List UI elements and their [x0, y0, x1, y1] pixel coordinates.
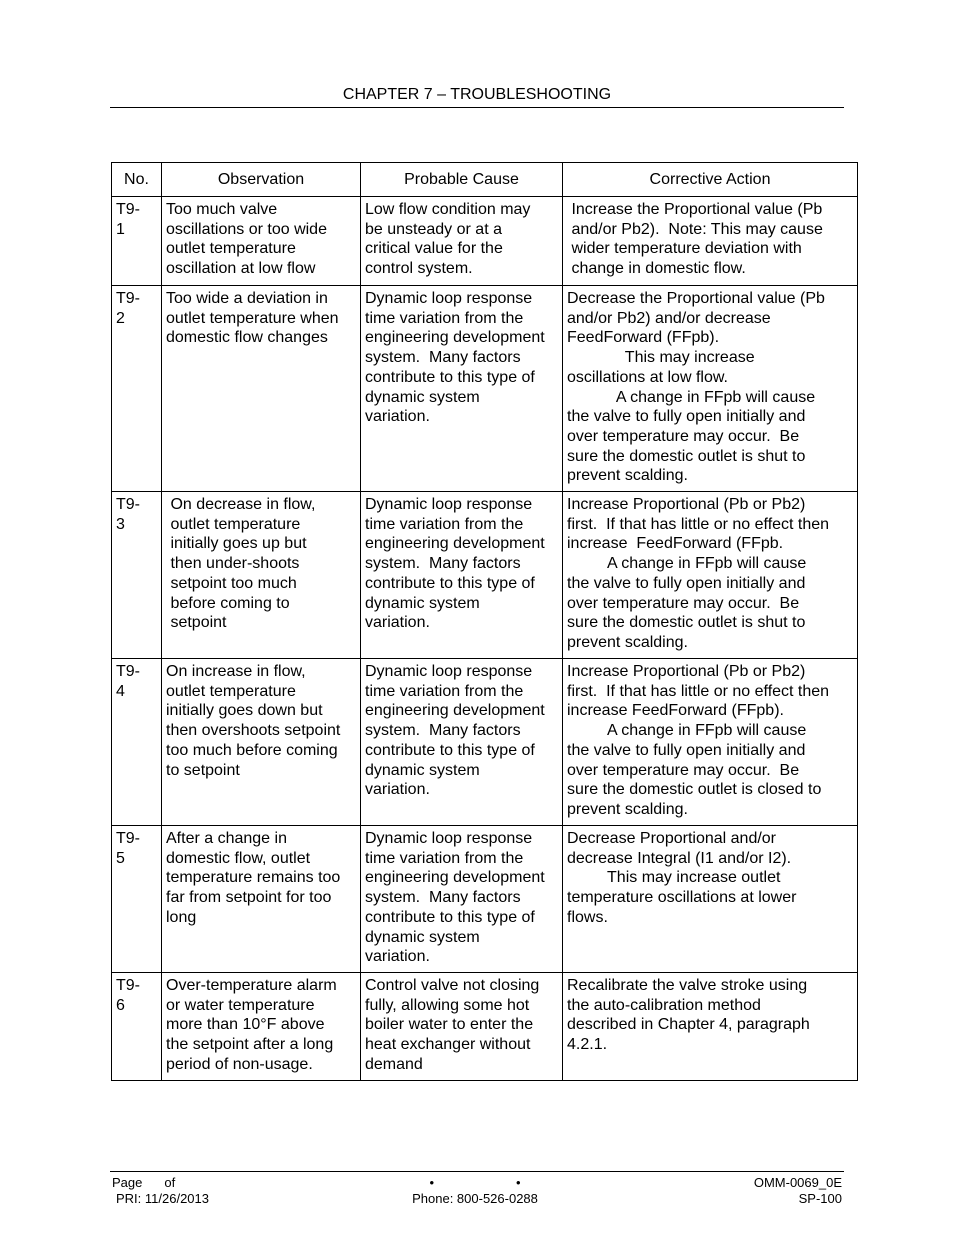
- cell-text-line: sure the domestic outlet is shut to: [567, 614, 806, 632]
- table-row: [112, 826, 858, 973]
- cell-text-line: Too much valve: [166, 201, 278, 218]
- cell-text-line: and/or Pb2). Note: This may cause: [567, 220, 823, 238]
- header-divider: [110, 107, 844, 108]
- cell-observation: [162, 197, 361, 286]
- cell-text-line: dynamic system: [365, 761, 480, 779]
- cell-text-line: flows.: [567, 908, 608, 926]
- cell-text-line: variation.: [365, 781, 430, 799]
- footer-of-label: of: [164, 1175, 176, 1190]
- cell-text-line: heat exchanger without: [365, 1036, 531, 1054]
- cell-text-line: Dynamic loop response: [365, 830, 533, 847]
- cell-text-line: initially goes up but: [166, 535, 307, 553]
- cell-text-line: initially goes down but: [166, 702, 323, 720]
- cell-text-line: long: [166, 908, 197, 926]
- cell-text-line: system. Many factors: [365, 555, 521, 573]
- cell-text-line: be unsteady or at a: [365, 220, 502, 238]
- cell-text-line: Decrease the Proportional value (Pb: [567, 290, 825, 307]
- cell-text-line: Increase Proportional (Pb or Pb2): [567, 663, 806, 680]
- cell-text-line: dynamic system: [365, 388, 480, 406]
- cell-text-line: 4: [116, 682, 125, 700]
- cell-action: [563, 659, 858, 826]
- table-body: [112, 197, 858, 1081]
- cell-text-line: 6: [116, 996, 125, 1014]
- cell-text-line: contribute to this type of: [365, 741, 535, 759]
- cell-observation: [162, 973, 361, 1081]
- cell-text-line: time variation from the: [365, 682, 524, 700]
- table-row: [112, 286, 858, 492]
- cell-text-line: A change in FFpb will cause: [567, 388, 816, 406]
- cell-text-line: increase FeedForward (FFpb).: [567, 702, 784, 720]
- cell-cause: [361, 826, 563, 973]
- cell-text-line: setpoint: [166, 614, 227, 632]
- cell-text-line: domestic flow, outlet: [166, 849, 311, 867]
- cell-text-line: This may increase: [567, 349, 755, 367]
- cell-observation: [162, 659, 361, 826]
- cell-text-line: FeedForward (FFpb).: [567, 329, 720, 347]
- cell-text-line: engineering development: [365, 535, 545, 553]
- cell-text-line: over temperature may occur. Be: [567, 594, 800, 612]
- cell-text-line: time variation from the: [365, 849, 524, 867]
- cell-text-line: decrease Integral (I1 and/or I2).: [567, 849, 792, 867]
- cell-text-line: 4.2.1.: [567, 1036, 608, 1054]
- cell-text-line: On increase in flow,: [166, 663, 306, 680]
- cell-no: [112, 973, 162, 1081]
- cell-text-line: Dynamic loop response: [365, 663, 533, 680]
- cell-text-line: T9-: [116, 201, 140, 218]
- cell-text-line: Over-temperature alarm: [166, 977, 337, 994]
- table-row: [112, 492, 858, 659]
- cell-text-line: T9-: [116, 830, 140, 847]
- cell-text-line: before coming to: [166, 594, 290, 612]
- footer-bullet: •: [516, 1175, 521, 1190]
- cell-text-line: time variation from the: [365, 309, 524, 327]
- cell-action: [563, 286, 858, 492]
- cell-text-line: prevent scalding.: [567, 800, 688, 818]
- cell-text-line: This may increase outlet: [567, 869, 781, 887]
- cell-text-line: outlet temperature: [166, 682, 296, 700]
- column-header-cause: Probable Cause: [361, 163, 563, 197]
- cell-text-line: sure the domestic outlet is shut to: [567, 447, 806, 465]
- cell-cause: [361, 286, 563, 492]
- cell-text-line: system. Many factors: [365, 889, 521, 907]
- cell-text-line: Low flow condition may: [365, 201, 531, 218]
- cell-text-line: setpoint too much: [166, 574, 297, 592]
- cell-text-line: engineering development: [365, 702, 545, 720]
- cell-observation: [162, 286, 361, 492]
- cell-text-line: oscillations or too wide: [166, 220, 327, 238]
- cell-text-line: Increase the Proportional value (Pb: [567, 201, 823, 218]
- cell-text-line: variation.: [365, 614, 430, 632]
- cell-text-line: oscillation at low flow: [166, 260, 316, 278]
- cell-action: [563, 197, 858, 286]
- cell-cause: [361, 197, 563, 286]
- cell-text-line: variation.: [365, 948, 430, 966]
- cell-text-line: domestic flow changes: [166, 329, 328, 347]
- cell-text-line: then overshoots setpoint: [166, 722, 341, 740]
- cell-no: [112, 286, 162, 492]
- cell-text-line: prevent scalding.: [567, 467, 688, 485]
- cell-text-line: Dynamic loop response: [365, 290, 533, 307]
- cell-text-line: system. Many factors: [365, 349, 521, 367]
- cell-action: [563, 973, 858, 1081]
- column-header-action: Corrective Action: [563, 163, 858, 197]
- cell-text-line: sure the domestic outlet is closed to: [567, 781, 822, 799]
- cell-text-line: prevent scalding.: [567, 633, 688, 651]
- cell-text-line: Decrease Proportional and/or: [567, 830, 777, 847]
- cell-text-line: outlet temperature when: [166, 309, 339, 327]
- footer-page-label: Page: [112, 1175, 143, 1190]
- cell-action: [563, 492, 858, 659]
- cell-text-line: change in domestic flow.: [567, 260, 746, 278]
- cell-text-line: 2: [116, 309, 125, 327]
- table-row: [112, 659, 858, 826]
- cell-no: [112, 659, 162, 826]
- cell-text-line: T9-: [116, 663, 140, 680]
- cell-text-line: more than 10°F above: [166, 1016, 325, 1034]
- cell-text-line: variation.: [365, 408, 430, 426]
- cell-text-line: Control valve not closing: [365, 977, 540, 994]
- cell-text-line: contribute to this type of: [365, 368, 535, 386]
- cell-text-line: After a change in: [166, 830, 287, 847]
- cell-text-line: boiler water to enter the: [365, 1016, 534, 1034]
- cell-text-line: outlet temperature: [166, 240, 296, 258]
- cell-observation: [162, 826, 361, 973]
- footer-phone: Phone: 800-526-0288: [412, 1191, 538, 1206]
- cell-text-line: the valve to fully open initially and: [567, 574, 806, 592]
- cell-text-line: oscillations at low flow.: [567, 368, 728, 386]
- cell-text-line: T9-: [116, 977, 140, 994]
- footer-divider: [110, 1171, 844, 1172]
- cell-text-line: increase FeedForward (FFpb.: [567, 535, 784, 553]
- table-row: [112, 973, 858, 1081]
- cell-text-line: the auto-calibration method: [567, 996, 761, 1014]
- footer-doc-number: OMM-0069_0E: [753, 1175, 842, 1190]
- table-header-row: [112, 163, 858, 197]
- page-header-title: CHAPTER 7 – TROUBLESHOOTING: [342, 86, 612, 103]
- cell-text-line: Too wide a deviation in: [166, 290, 328, 307]
- cell-no: [112, 197, 162, 286]
- cell-text-line: too much before coming: [166, 741, 338, 759]
- cell-text-line: far from setpoint for too: [166, 889, 332, 907]
- cell-text-line: control system.: [365, 260, 473, 278]
- cell-text-line: engineering development: [365, 329, 545, 347]
- cell-text-line: or water temperature: [166, 996, 315, 1014]
- cell-text-line: dynamic system: [365, 928, 480, 946]
- cell-text-line: Increase Proportional (Pb or Pb2): [567, 496, 806, 513]
- cell-text-line: On decrease in flow,: [166, 496, 316, 513]
- cell-cause: [361, 973, 563, 1081]
- cell-text-line: T9-: [116, 290, 140, 307]
- cell-text-line: fully, allowing some hot: [365, 996, 530, 1014]
- cell-text-line: first. If that has little or no effect then: [567, 515, 830, 533]
- cell-text-line: temperature oscillations at lower: [567, 889, 797, 907]
- cell-text-line: wider temperature deviation with: [567, 240, 802, 258]
- cell-cause: [361, 492, 563, 659]
- cell-text-line: dynamic system: [365, 594, 480, 612]
- cell-text-line: over temperature may occur. Be: [567, 761, 800, 779]
- cell-text-line: contribute to this type of: [365, 574, 535, 592]
- cell-text-line: period of non-usage.: [166, 1055, 313, 1073]
- cell-text-line: temperature remains too: [166, 869, 341, 887]
- footer-bullets: [380, 1175, 570, 1190]
- cell-text-line: time variation from the: [365, 515, 524, 533]
- cell-text-line: and/or Pb2) and/or decrease: [567, 309, 771, 327]
- troubleshooting-table: [111, 162, 858, 1081]
- cell-text-line: the valve to fully open initially and: [567, 741, 806, 759]
- cell-text-line: demand: [365, 1055, 423, 1073]
- footer-page: [112, 1175, 175, 1190]
- cell-text-line: 5: [116, 849, 125, 867]
- footer-pri: PRI: 11/26/2013: [116, 1191, 209, 1206]
- cell-text-line: Dynamic loop response: [365, 496, 533, 513]
- cell-text-line: A change in FFpb will cause: [567, 555, 807, 573]
- cell-text-line: described in Chapter 4, paragraph: [567, 1016, 810, 1034]
- cell-text-line: system. Many factors: [365, 722, 521, 740]
- cell-text-line: the setpoint after a long: [166, 1036, 334, 1054]
- cell-text-line: T9-: [116, 496, 140, 513]
- cell-cause: [361, 659, 563, 826]
- cell-text-line: first. If that has little or no effect then: [567, 682, 830, 700]
- cell-text-line: over temperature may occur. Be: [567, 427, 800, 445]
- table-row: [112, 197, 858, 286]
- cell-text-line: 3: [116, 515, 125, 533]
- cell-text-line: outlet temperature: [166, 515, 301, 533]
- cell-text-line: engineering development: [365, 869, 545, 887]
- cell-text-line: the valve to fully open initially and: [567, 408, 806, 426]
- cell-text-line: then under-shoots: [166, 555, 300, 573]
- cell-text-line: A change in FFpb will cause: [567, 722, 807, 740]
- footer-bullet: •: [429, 1175, 434, 1190]
- column-header-observation: Observation: [162, 163, 361, 197]
- cell-no: [112, 826, 162, 973]
- cell-text-line: contribute to this type of: [365, 908, 535, 926]
- cell-observation: [162, 492, 361, 659]
- cell-text-line: to setpoint: [166, 761, 240, 779]
- cell-action: [563, 826, 858, 973]
- cell-no: [112, 492, 162, 659]
- footer-model: SP-100: [798, 1191, 842, 1206]
- cell-text-line: Recalibrate the valve stroke using: [567, 977, 808, 994]
- column-header-no: No.: [112, 163, 162, 197]
- cell-text-line: 1: [116, 220, 125, 238]
- cell-text-line: critical value for the: [365, 240, 503, 258]
